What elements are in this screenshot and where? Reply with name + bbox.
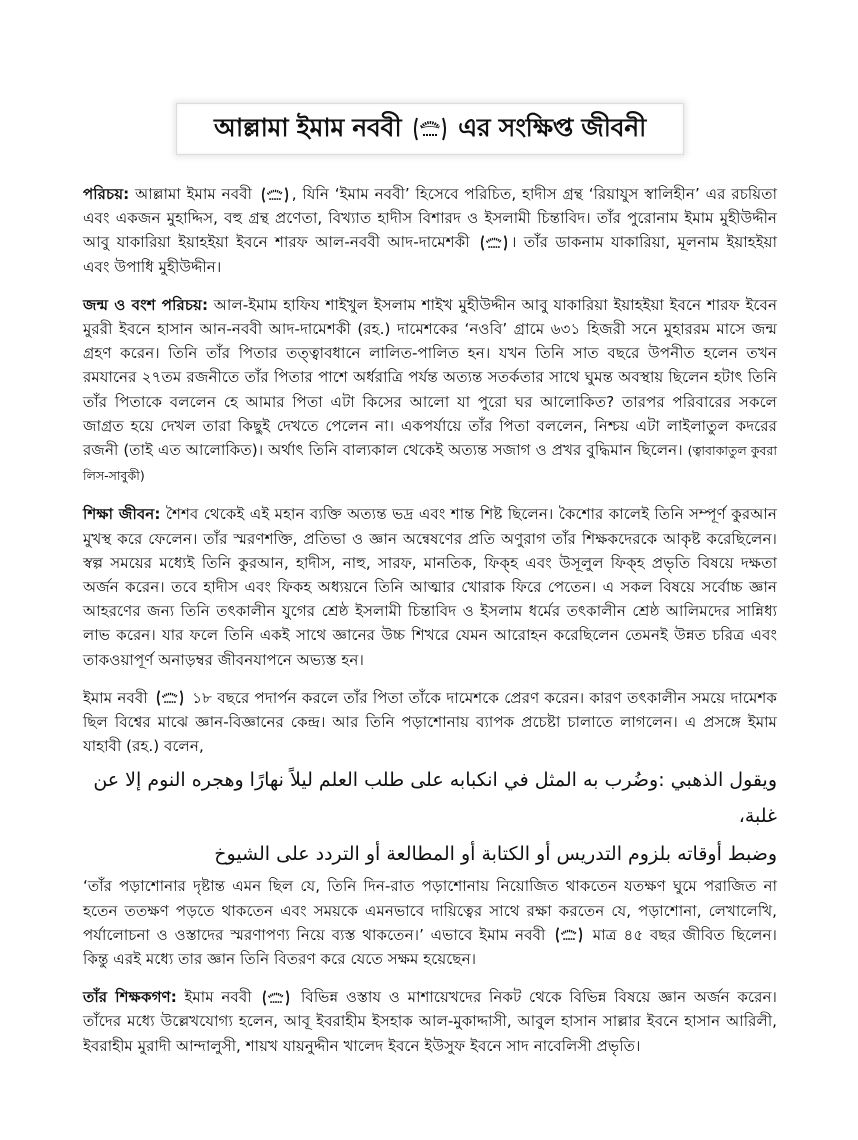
teachers-text-1: ইমাম নববী — [176, 988, 260, 1007]
intro-paragraph — [83, 182, 777, 279]
title-box — [176, 103, 684, 155]
intro-text-2: , যিনি ‘ইমাম নববী’ হিসেবে পরিচিত, হাদীস গ্রন্থ ‘রিয়াযুস স্বালিহীন’ এর রচয়িতা এবং একজন মুহাদ্দিস, বহু গ্রন্থ প্রণেতা, বিখ্যাত হাদীস বিশারদ ও ইসলামী চিন্তাবিদ। তাঁর পুরোনাম ইমাম মুহীউদ্দীন আবু যাকারিয়া ইয়াহইয়া ইবনে শারফ আল-নববী আদ-দামেশকী — [83, 185, 777, 252]
damascus-text-2: ১৮ বছরে পদার্পন করলে তাঁর পিতা তাঁকে দামেশকে প্রেরণ করেন। কারণ তৎকালীন সময়ে দামেশক ছিল বিশ্বের মাঝে জ্ঞান-বিজ্ঞানের কেন্দ্র। আর তিনি পড়াশোনায় ব্যাপক প্রচেষ্টা চালাতে লাগলেন। এ প্রসঙ্গে ইমাম যাহাবী (রহ.) বলেন, — [83, 688, 777, 756]
arabic-quote-line-2: وضبط أوقاته بلزوم التدريس أو الكتابة أو المطالعة أو التردد على الشيوخ — [214, 843, 777, 866]
birth-paragraph — [83, 293, 777, 489]
document-body — [83, 182, 777, 1072]
translation-text-1: ‘তাঁর পড়াশোনার দৃষ্টান্ত এমন ছিল যে, তিনি দিন-রাত পড়াশোনায় নিয়োজিত থাকতেন যতক্ষণ ঘুমে পরাজিত না হতেন ততক্ষণ পড়তে থাকতেন এবং সময়কে এমনভাবে দায়িত্বের সাথে রক্ষা করতেন যে, পড়াশোনা, লেখালেখি, পর্যালোচনা ও ওস্তাদের স্মরণাপণ্য নিয়ে ব্যস্ত থাকতেন।’ এভাবে ইমাম নববী — [83, 877, 777, 944]
intro-text-3: । তাঁর ডাকনাম যাকারিয়া, মূলনাম ইয়াহইয়া এবং উপাধি মুহীউদ্দীন। — [83, 233, 777, 276]
birth-text: আল-ইমাম হাফিয শাইখুল ইসলাম শাইখ মুহীউদ্দীন আবু যাকারিয়া ইয়াহইয়া ইবনে শারফ ইবেন মুররী ইবনে হাসান আন-নববী আদ-দামেশকী (রহ.) দামেশকের ‘নওবি’ গ্রামে ৬৩১ হিজরী সনে মুহাররম মাসে জন্ম গ্রহণ করেন। তিনি তাঁর পিতার তত্ত্বাবধানে লালিত-পালিত হন। যখন তিনি সাত বছরে উপনীত হলেন তখন রমযানের ২৭তম রজনীতে তাঁর পিতার পাশে অর্ধরাত্রি পর্যন্ত অত্যন্ত সতর্কতার সাথে ঘুমন্ত অবস্থায় ছিলেন হটাৎ তিনি তাঁর পিতাকে বললেন হে আমার পিতা এটা কিসের আলো যা পুরো ঘর আলোকিত? তারপর পরিবারের সকলে জাগ্রত হয়ে দেখল তারা কিছুই দেখতে পেলেন না। একপর্যায়ে তাঁর পিতা বললেন, নিশ্চয় এটা লাইলাতুল কদরের রজনী (তাই এত আলোকিত)। অর্থাৎ তিনি বাল্যকাল থেকেই অত্যন্ত সজাগ ও প্রখর বুদ্ধিমান ছিলেন। — [83, 295, 778, 460]
translation-paragraph — [83, 874, 777, 971]
damascus-paragraph — [83, 686, 777, 759]
rahimahullah-seal-icon — [412, 116, 448, 142]
education-text: শৈশব থেকেই এই মহান ব্যক্তি অত্যন্ত ভদ্র এবং শান্ত শিষ্ট ছিলেন। কৈশোর কালেই তিনি সম্পূর্ণ কুরআন মুখস্থ করে ফেলেন। তাঁর স্মরণশক্তি, প্রতিভা ও জ্ঞান অন্বেষণের প্রতি অণুরাগ তাঁর শিক্ষকদেরকে আকৃষ্ট করেছিলেন। স্বল্প সময়ের মধ্যেই তিনি কুরআন, হাদীস, নাহু, সারফ, মানতিক, ফিক্হ এবং উসূলুল ফিক্হ প্রভৃতি বিষয়ে দক্ষতা অর্জন করেন। তবে হাদীস এবং ফিকহ অধ্যয়নে তিনি আত্মার খোরাক ফিরে পেতেন। এ সকল বিষয়ে সর্বোচ্চ জ্ঞান আহরণের জন্য তিনি তৎকালীন যুগের শ্রেষ্ঠ ইসলামী চিন্তাবিদ ও ইসলাম ধর্মের তৎকালীন শ্রেষ্ঠ আলিমদের সান্নিধ্য লাভ করেন। যার ফলে তিনি একই সাথে জ্ঞানের উচ্চ শিখরে যেমন আরোহন করেছিলেন তেমনই উন্নত চরিত্র এবং তাকওয়াপূর্ণ অনাড়ম্বর জীবনযাপনে অভ্যস্ত হন। — [83, 505, 777, 669]
rahimahullah-seal-icon — [554, 926, 584, 944]
intro-heading: পরিচয়: — [83, 185, 130, 203]
rahimahullah-seal-icon — [155, 689, 185, 707]
page-title — [214, 108, 646, 151]
teachers-text-2: বিভিন্ন ওস্তায ও মাশায়েখদের নিকট থেকে বিভিন্ন বিষয়ে জ্ঞান অর্জন করেন। তাঁদের মধ্যে উল্লেখযোগ্য হলেন, আবূ ইবরাহীম ইসহাক আল-মুকাদ্দাসী, আবুল হাসান সাল্লার ইবনে হাসান আরিলী, ইবরাহীম মুরাদী আন্দালুসী, শায়খ যায়নুদ্দীন খালেদ ইবনে ইউসুফ ইবনে সাদ নাবেলিসী প্রভৃতি। — [83, 988, 777, 1055]
arabic-quote-line-1: ويقول الذهبي :وضُرب به المثل في انكبابه على طلب العلم ليلاً نهارًا وهجره النوم إلا عن غلبة، — [93, 769, 777, 828]
translation-text-2: মাত্র ৪৫ বছর জীবিত ছিলেন। কিন্তু এরই মধ্যে তার জ্ঞান তিনি বিতরণ করে যেতে সক্ষম হয়েছেন। — [83, 925, 777, 969]
damascus-text-1: ইমাম নববী — [83, 688, 153, 707]
education-paragraph — [83, 502, 777, 671]
teachers-paragraph — [83, 985, 777, 1058]
birth-heading: জন্ম ও বংশ পরিচয়: — [83, 295, 209, 314]
title-name: আল্লামা ইমাম নববী — [213, 112, 402, 142]
education-heading: শিক্ষা জীবন: — [83, 505, 161, 524]
rahimahullah-seal-icon — [261, 989, 291, 1007]
rahimahullah-seal-icon — [260, 186, 290, 204]
birth-reference: (ত্বাবাকাতুল কুবরা লিস-সাবুকী) — [83, 443, 778, 484]
rahimahullah-seal-icon — [479, 234, 509, 252]
teachers-heading: তাঁর শিক্ষকগণ: — [83, 988, 177, 1007]
intro-text-1: আল্লামা ইমাম নববী — [129, 185, 258, 203]
title-subtitle: এর সংক্ষিপ্ত জীবনী — [458, 112, 647, 142]
